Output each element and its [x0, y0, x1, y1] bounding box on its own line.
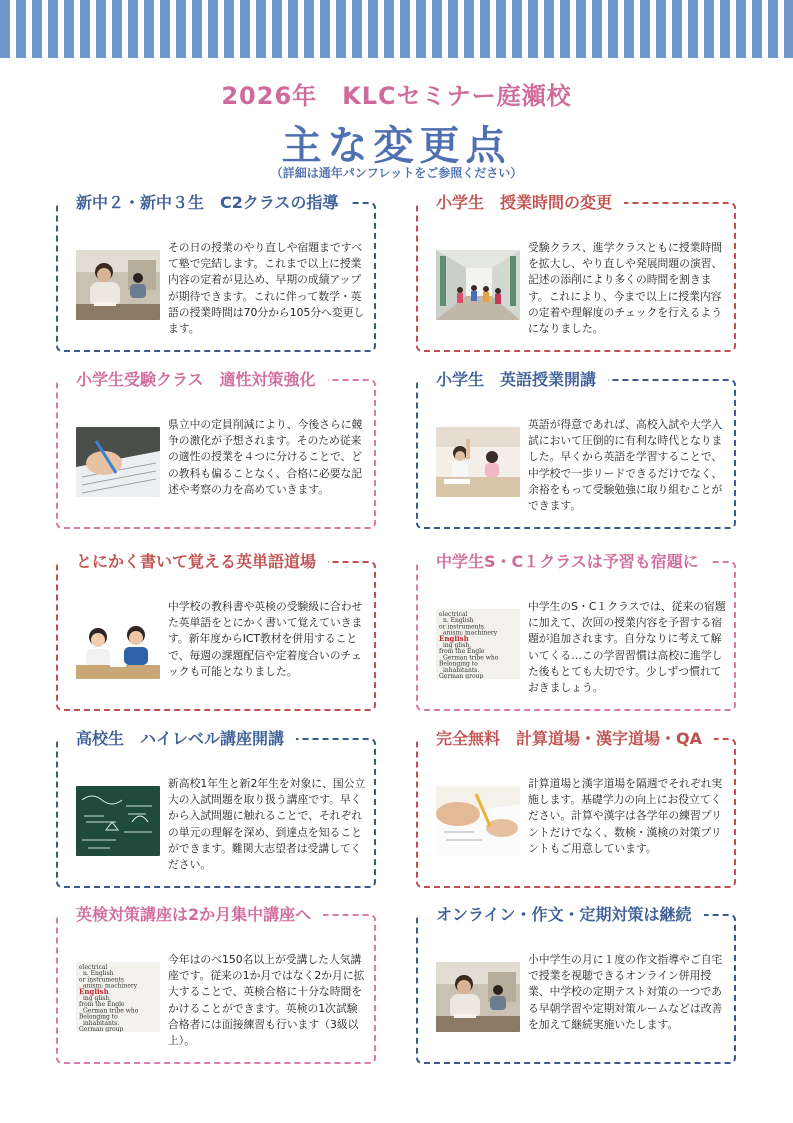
card-body: 新高校1年生と新2年生を対象に、国公立大の入試問題を取り扱う講座です。早くから入試問題に触れることで、それぞれの単元の理解を深め、到達点を知ることができます。難関大志望者は受講してください。 [168, 777, 366, 872]
card-title: 中学生S・C１クラスは予習も宿題に [418, 549, 711, 575]
photo-word: n. English [83, 970, 114, 978]
photo-word: Belonging to [79, 1013, 118, 1021]
card-title: 小学生 英語授業開講 [418, 367, 608, 393]
photo-word: from the Engle [439, 648, 485, 656]
photo-word: or instruments [439, 623, 484, 631]
photo-word: or instruments [79, 976, 124, 984]
photo-word: n. English [443, 617, 474, 625]
children-studying-photo [76, 609, 160, 679]
card-body: 受験クラス、進学クラスともに授業時間を拡大し、やり直しや発展問題の演習、記述の添削により多くの時間を割きます。これにより、今まで以上に授業内容の定着や理解度のチェックを行えるようになりました。 [528, 241, 723, 336]
photo-word: German group [79, 1026, 124, 1032]
details-note: （詳細は通年パンフレットをご参照ください） [270, 166, 523, 180]
photo-word: electrical [439, 611, 468, 618]
card-vocabulary-dojo [56, 552, 376, 711]
english-dictionary-photo [436, 609, 520, 679]
card-eiken-course [56, 905, 376, 1064]
photo-word: electrical [79, 964, 108, 971]
card-body: 計算道場と漢字道場を隔週でそれぞれ実施します。基礎学力の向上にお役立てください。計算や漢字は各学年の練習プリントだけでなく、数検・漢検の対策プリントもご用意しています。 [528, 777, 723, 855]
classroom-students-photo [436, 962, 520, 1032]
photo-word: Belonging to [439, 660, 478, 668]
card-body: 英語が得意であれば、高校入試や大学入試において圧倒的に有利な時代となりました。早くから英語を学習することで、中学校で一歩リードできるだけでなく、余裕をもって受験勉強に取り組むことができます。 [528, 418, 723, 513]
card-body: 中学生のS・C１クラスでは、従来の宿題に加えて、次回の授業内容を予習する宿題が追加されます。自分なりに考えて解いてくる…この学習習慣は高校に進学した後もとても大切です。少しずつ慣れておきましょう。 [528, 600, 726, 695]
card-title: とにかく書いて覚える英単語道場 [58, 549, 328, 575]
school-hallway-children-photo [436, 250, 520, 320]
photo-word: anism; machinery [83, 982, 138, 990]
card-title: 新中２・新中３生 C2クラスの指導 [58, 190, 350, 216]
card-elementary-english [416, 370, 736, 529]
children-raising-hands-photo [436, 427, 520, 497]
photo-word: German tribe who [83, 1007, 139, 1015]
writing-test-photo [76, 427, 160, 497]
card-body: 中学校の教科書や英検の受験級に合わせた英単語をとにかく書いて覚えていきます。新年度からICT教材を併用することで、毎週の課題配信や定着度合いのチェックも可能となりました。 [168, 600, 363, 678]
card-c2-class [56, 193, 376, 352]
card-title: 英検対策講座は2か月集中講座へ [58, 902, 323, 928]
card-body: 今年はのべ150名以上が受講した人気講座です。従来の1か月ではなく2か月に拡大することで、英検合格に十分な時間をかけることができます。英検の1次試験合格者には面接練習も行います（3級以上）。 [168, 953, 365, 1048]
card-elementary-lesson-time [416, 193, 736, 352]
card-free-dojo [416, 729, 736, 888]
card-body: 県立中の定員削減により、今後さらに競争の激化が予想されます。そのため従来の適性の授業を４つに分けることで、どの教科も偏ることなく、合格に必要な記述や考察の力を高めていきます。 [168, 418, 363, 496]
photo-word: English [79, 986, 109, 996]
card-title: オンライン・作文・定期対策は継続 [418, 902, 704, 928]
page-title: 主な変更点 [281, 123, 512, 169]
photo-word: English [439, 633, 469, 643]
photo-word: inhabitants. [83, 1019, 120, 1027]
photo-word: anism; machinery [443, 629, 498, 637]
photo-word: ing glish, [83, 995, 112, 1002]
card-body: 小中学生の月に１度の作文指導やご自宅で授業を視聴できるオンライン併用授業、中学校の定期テスト対策の一つである早朝学習や定期対策ルームなどは改善を加えて継続実施いたします。 [528, 953, 723, 1031]
card-title: 小学生受験クラス 適性対策強化 [58, 367, 328, 393]
classroom-students-photo [76, 250, 160, 320]
card-title: 高校生 ハイレベル講座開講 [58, 726, 296, 752]
math-chalkboard-photo [76, 786, 160, 856]
card-title: 小学生 授業時間の変更 [418, 190, 624, 216]
card-preview-homework [416, 552, 736, 711]
card-aptitude-class [56, 370, 376, 529]
card-title: 完全無料 計算道場・漢字道場・QA [418, 726, 714, 752]
school-year-subtitle: 2026年 KLCセミナー庭瀬校 [221, 82, 572, 110]
photo-word: ing glish, [443, 642, 472, 649]
card-body: その日の授業のやり直しや宿題まですべて塾で完結します。これまで以上に授業内容の定着が見込め、早期の成績アップが期待できます。これに伴って数学・英語の授業時間は70分から105分へ変更します。 [168, 241, 365, 336]
photo-word: German group [439, 673, 484, 679]
english-dictionary-photo [76, 962, 160, 1032]
striped-header-band [0, 0, 793, 58]
card-high-level-course [56, 729, 376, 888]
writing-hands-photo [436, 786, 520, 856]
photo-word: German tribe who [443, 654, 499, 662]
photo-word: from the Engle [79, 1001, 125, 1009]
photo-word: inhabitants. [443, 666, 480, 674]
card-online-continued [416, 905, 736, 1064]
